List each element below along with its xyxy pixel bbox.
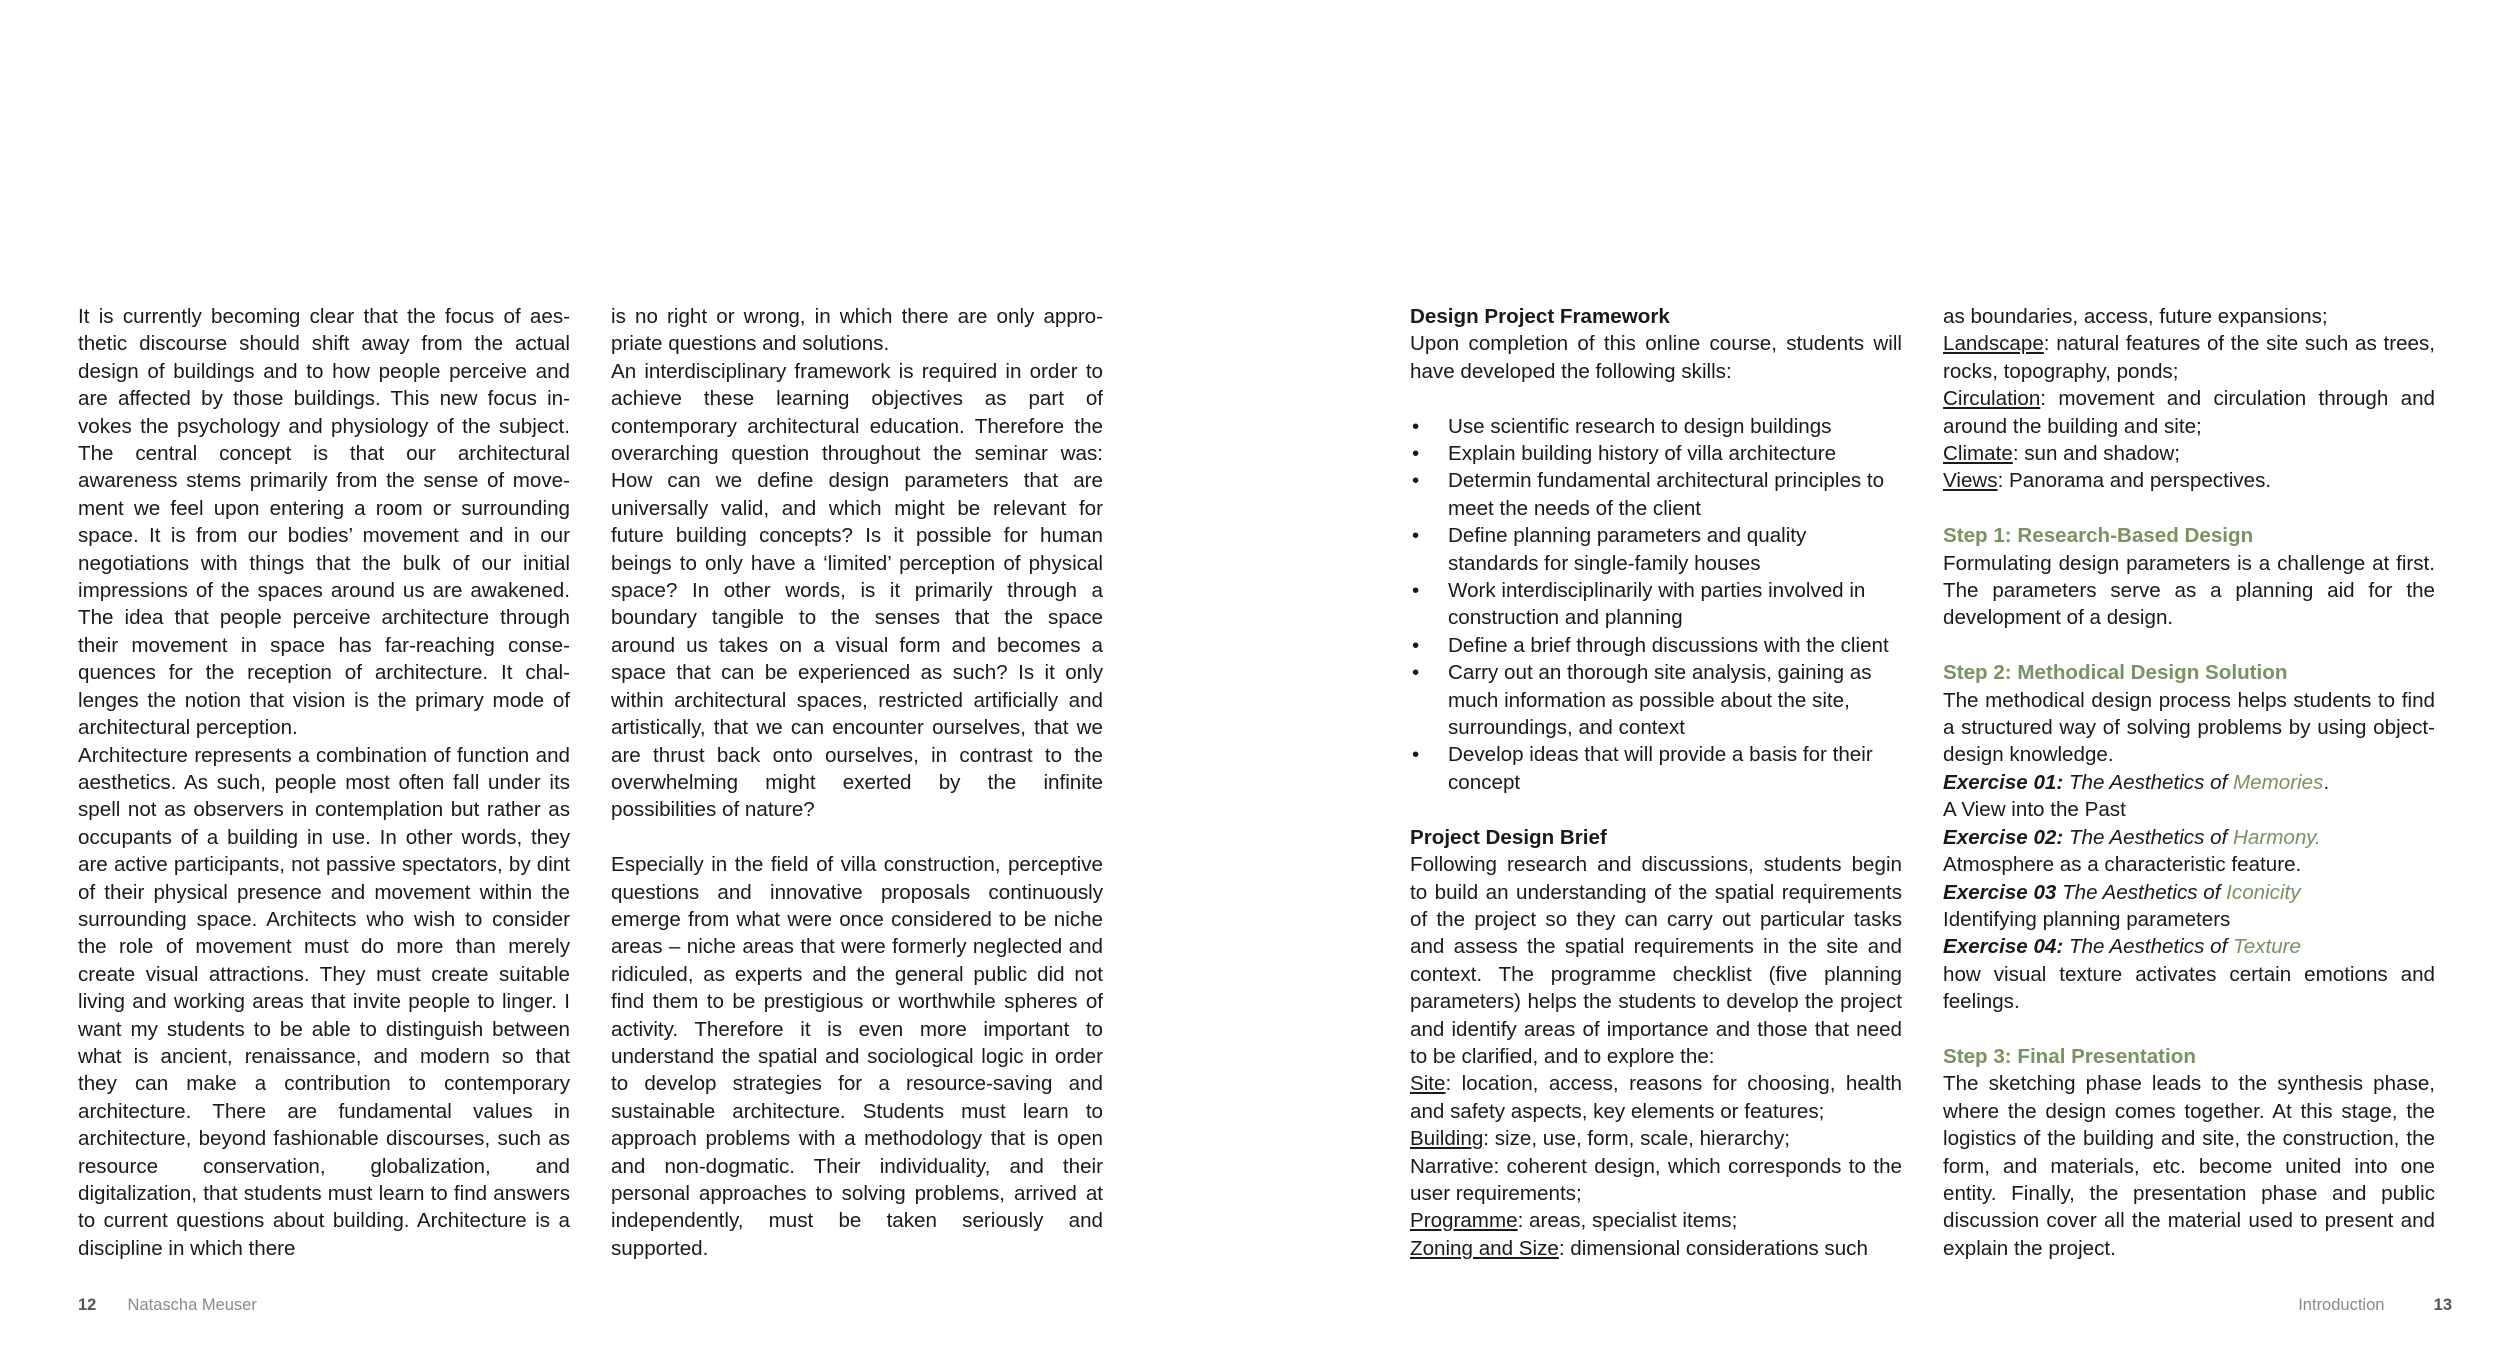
left-page-column-1: [78, 303, 570, 1262]
step3-text: The sketching phase leads to the synthesis phase, where the design comes together. At this stage, the logistics of the building and site, the construction, the form, and materials, etc. become united into one entity. Finally, the presentation phase and public discussion cover all the material used to present and explain the project.: [1943, 1072, 2435, 1260]
bullet-icon: •: [1412, 579, 1420, 603]
list-item: • Develop ideas that will provide a basis for their concept: [1412, 743, 1873, 794]
exercise-04-desc: how visual texture activates certain emotions and feelings.: [1943, 962, 2435, 1014]
checklist-item-building: Building: size, use, form, scale, hierarchy;: [1410, 1127, 1791, 1151]
exercise-03-desc: Identifying planning parameters: [1943, 907, 2231, 931]
bullet-icon: •: [1412, 743, 1420, 767]
paragraph: Especially in the field of villa construction, perceptive questions and innovative proposals continuously emerge from what were once considered to be niche areas – niche areas that were formerly neglected and ridiculed, as experts and the general public did not find them to be prestigious or worthwhile spheres of activity. Therefore it is even more important to understand the spatial and sociological logic in order to develop strategies for a resource-saving and sustainable architecture. Students must learn to approach problems with a methodology that is open and non-dogmatic. Their individuality, and their personal approaches to solving problems, arrived at independently, must be taken seriously and supported.: [611, 853, 1103, 1260]
list-item: • Work interdisciplinarily with parties involved in construction and planning: [1412, 579, 1866, 630]
paragraph: Architecture represents a combination of function and aesthetics. As such, people most often fall under its spell not as observers in contemplation but rather as occupants of a building in use. In other words, they are active participants, not passive spectators, by dint of their physical presence and movement within the surrounding space. Architects who wish to consider the role of movement must do more than merely create visual attractions. They must create suitable living and working areas that invite people to linger. I want my students to be able to distinguish between what is ancient, renaissance, and modern so that they can make a contribution to contemporary architecture. There are fundamental values in architecture, beyond fashionable discourses, such as resource conservation, globalization, and digitalization, that students must learn to find answers to current questions about building. Architecture is a discipline in which there: [78, 743, 570, 1260]
exercise-01: Exercise 01: The Aesthetics of Memories.: [1943, 770, 2330, 794]
paragraph: An interdisciplinary framework is required in order to achieve these learning objectives as part of contemporary architectural education. Therefore the overarching question throughout the seminar was: How can we define design parameters that are universally valid, and which might be relevant for future building concepts? Is it possible for human beings to only have a ‘limited’ perception of physical space? In other words, is it primarily through a boundary tangible to the senses that the space around us takes on a visual form and becomes a space that can be experienced as such? Is it only within architectural spaces, restricted artificially and artistically, that we can encounter ourselves, that we are thrust back onto ourselves, in contrast to the overwhelming might exerted by the infinite possibilities of nature?: [611, 359, 1103, 822]
bullet-icon: •: [1412, 469, 1420, 493]
exercise-02: Exercise 02: The Aesthetics of Harmony.: [1943, 825, 2321, 849]
bullet-icon: •: [1412, 524, 1420, 548]
section-name: Introduction: [2298, 1296, 2385, 1314]
list-item: • Define planning parameters and quality standards for single-family houses: [1412, 524, 1807, 575]
checklist-item-views: Views: Panorama and perspectives.: [1943, 469, 2272, 493]
list-item: • Explain building history of villa architecture: [1410, 440, 1902, 467]
paragraph: is no right or wrong, in which there are only appropriate questions and solutions.: [611, 305, 1103, 356]
checklist-item-landscape: Landscape: natural features of the site such as trees, rocks, topography, ponds;: [1943, 332, 2435, 383]
list-item: • Determin fundamental architectural principles to meet the needs of the client: [1412, 469, 1885, 520]
brief-heading: Project Design Brief: [1410, 825, 1607, 849]
bullet-icon: •: [1412, 414, 1420, 438]
step3-heading: Step 3: Final Presentation: [1943, 1044, 2196, 1068]
checklist-item-zoning: Zoning and Size: dimensional considerations such: [1410, 1236, 1868, 1260]
right-footer: [2298, 1296, 2452, 1315]
right-page-column-2: [1943, 303, 2435, 1262]
list-item: • Carry out an thorough site analysis, gaining as much information as possible about the site, surroundings, and context: [1412, 661, 1872, 740]
exercise-03: Exercise 03 The Aesthetics of Iconicity: [1943, 880, 2301, 904]
left-page-column-2: [611, 303, 1103, 1262]
brief-text: Following research and discussions, students begin to build an understanding of the spatial requirements of the project so they can carry out particular tasks and assess the spatial requirements in the site and context. The programme checklist (five planning parameters) helps the students to develop the project and identify areas of importance and those that need to be clarified, and to explore the:: [1410, 853, 1902, 1068]
page-number-left: 12: [78, 1296, 97, 1314]
step1-text: Formulating design parameters is a challenge at first. The parameters serve as a planning aid for the development of a design.: [1943, 551, 2435, 630]
exercise-04: Exercise 04: The Aesthetics of Texture: [1943, 935, 2301, 959]
checklist-item-circulation: Circulation: movement and circulation through and around the building and site;: [1943, 387, 2435, 438]
exercise-01-desc: A View into the Past: [1943, 798, 2126, 822]
list-item: • Use scientific research to design buildings: [1410, 413, 1902, 440]
skills-list: [1410, 413, 1902, 797]
right-page-column-1: [1410, 303, 1902, 1262]
page-number-right: 13: [2433, 1296, 2452, 1314]
checklist-item-programme: Programme: areas, specialist items;: [1410, 1209, 1738, 1233]
framework-intro: Upon completion of this online course, students will have developed the following skills:: [1410, 332, 1902, 383]
framework-heading: Design Project Framework: [1410, 305, 1670, 328]
bullet-icon: •: [1412, 442, 1420, 466]
step2-text: The methodical design process helps students to find a structured way of solving problems by using object-design knowledge.: [1943, 688, 2435, 767]
checklist-item-narrative: Narrative: coherent design, which corresponds to the user requirements;: [1410, 1154, 1902, 1205]
bullet-icon: •: [1412, 661, 1420, 685]
step2-heading: Step 2: Methodical Design Solution: [1943, 661, 2288, 685]
checklist-item-climate: Climate: sun and shadow;: [1943, 442, 2180, 466]
list-item: • Define a brief through discussions with the client: [1410, 632, 1902, 659]
author-name: Natascha Meuser: [127, 1296, 257, 1314]
checklist-item-site: Site: location, access, reasons for choosing, health and safety aspects, key elements or features;: [1410, 1072, 1902, 1123]
step1-heading: Step 1: Research-Based Design: [1943, 524, 2254, 548]
left-footer: [78, 1296, 257, 1315]
checklist-continuation: as boundaries, access, future expansions;: [1943, 305, 2328, 328]
bullet-icon: •: [1412, 633, 1420, 657]
paragraph: It is currently becoming clear that the focus of aesthetic discourse should shift away from the actual design of buildings and to how people perceive and are affected by those buildings. This new focus invokes the psychology and physiology of the subject. The central concept is that our architectural awareness stems primarily from the sense of movement we feel upon entering a room or surrounding space. It is from our bodies’ movement and in our negotiations with things that the bulk of our initial impressions of the spaces around us are awakened. The idea that people perceive architecture through their movement in space has far-reaching consequences for the reception of architecture. It challenges the notion that vision is the primary mode of architectural perception.: [78, 305, 570, 740]
exercise-02-desc: Atmosphere as a characteristic feature.: [1943, 853, 2302, 877]
